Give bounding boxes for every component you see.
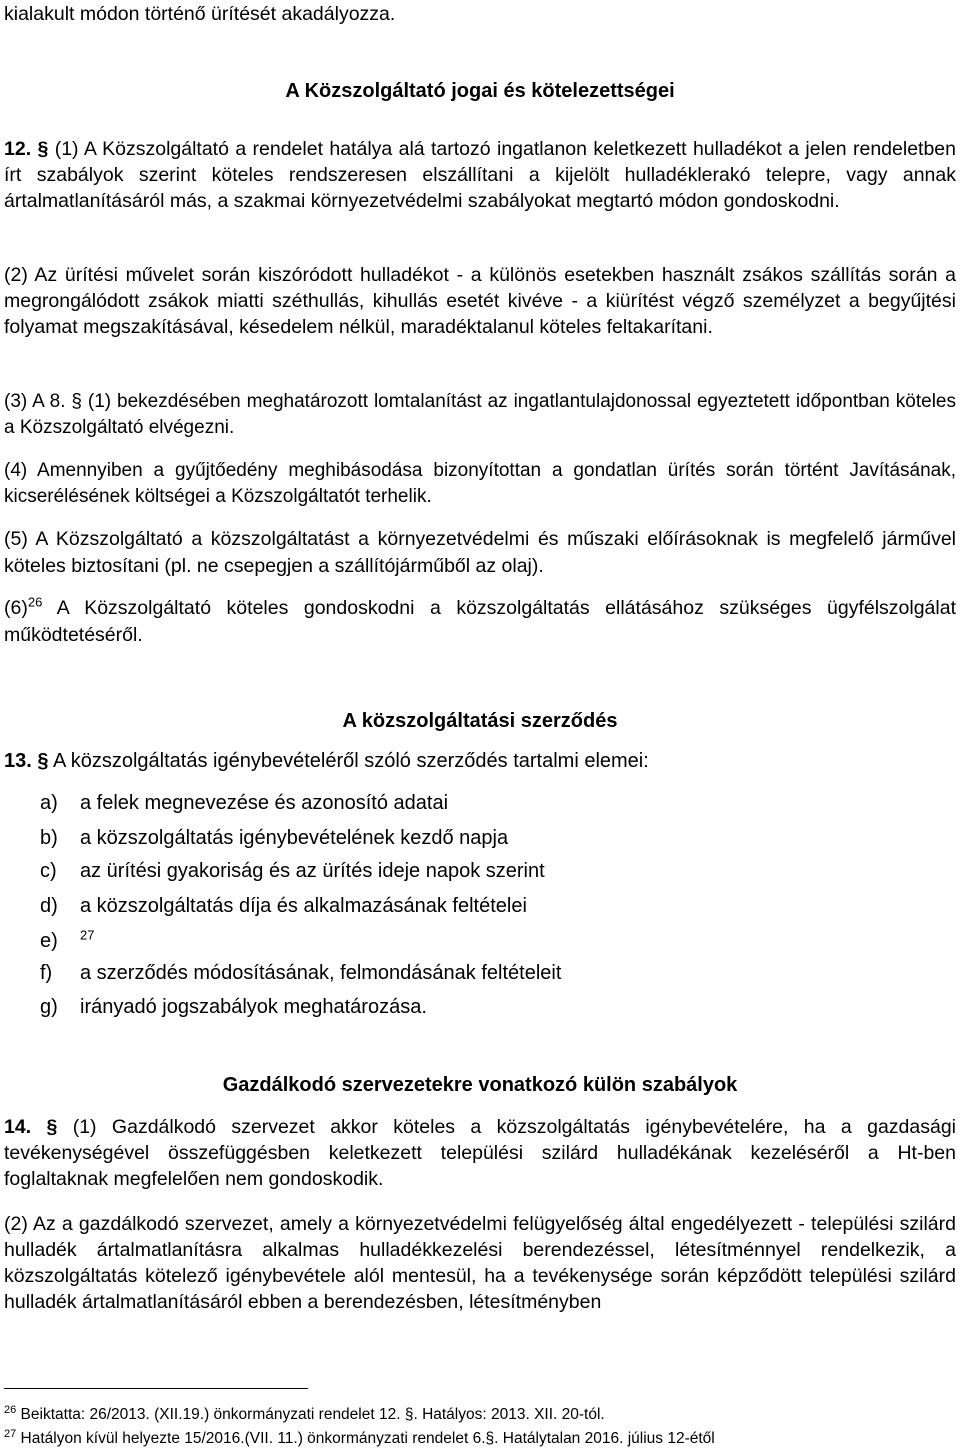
- section-13-number: 13. §: [4, 750, 49, 772]
- list-item-text: a felek megnevezése és azonosító adatai: [80, 792, 449, 814]
- section-13-text: A közszolgáltatás igénybevételéről szóló szerződés tartalmi elemei:: [48, 750, 649, 772]
- section-14-text: (1) Gazdálkodó szervezet akkor köteles a közszolgáltatás igénybevételére, ha a gazdasági tevékenységével összefüggésben keletkezett települési szilárd hulladékának kezeléséről a Ht-ben foglaltaknak megfelelően nem gondoskodik.: [4, 1116, 956, 1190]
- section-14-paragraph-1: [4, 1114, 956, 1192]
- paragraph-6-text: A Közszolgáltató köteles gondoskodni a közszolgáltatás ellátásához szükséges ügyfélszolgálat működtetéséről.: [4, 597, 956, 646]
- paragraph-6-prefix: (6): [4, 597, 28, 619]
- list-marker: f): [40, 962, 53, 984]
- section-12-paragraph-1: [4, 136, 956, 214]
- section-13-intro: [4, 748, 956, 774]
- list-item: [40, 858, 545, 884]
- list-marker: a): [40, 792, 58, 814]
- list-item-text: a közszolgáltatás igénybevételének kezdő napja: [80, 827, 509, 849]
- section-12-paragraph-5: (5) A Közszolgáltató a közszolgáltatást a környezetvédelmi és műszaki előírásoknak is megfelelő járművel köteles biztosítani (pl. ne csepegjen a szállítójárműből az olaj).: [4, 528, 956, 577]
- section-12-text: (1) A Közszolgáltató a rendelet hatálya alá tartozó ingatlanon keletkezett hulladékot a jelen rendeletben írt szabályok szerint köteles rendszeresen elszállítani a kijelölt hulladéklerakó telepre, vagy annak ártalmatlanításáról más, a szakmai környezetvédelmi szabályokat megtartó módon gondoskodni.: [4, 138, 956, 212]
- heading-kozszolgaltato-jogai: A Közszolgáltató jogai és kötelezettségei: [285, 80, 675, 102]
- section-12-number: 12. §: [4, 138, 49, 160]
- list-marker: g): [40, 996, 58, 1018]
- section-12-paragraph-6: [4, 595, 956, 649]
- footnote-text: Beiktatta: 26/2013. (XII.19.) önkormányzati rendelet 12. §. Hatályos: 2013. XII. 20-tól.: [16, 1406, 605, 1423]
- footnote-26: [4, 1405, 605, 1424]
- footnote-number: 27: [4, 1427, 17, 1440]
- footnote-ref-26: 26: [27, 594, 43, 610]
- footnote-separator: [4, 1388, 308, 1389]
- list-item: [40, 825, 508, 851]
- paragraph-continuation: kialakult módon történő ürítését akadályozza.: [4, 3, 396, 25]
- section-14-number: 14. §: [4, 1116, 58, 1138]
- section-12-paragraph-2: (2) Az ürítési művelet során kiszóródott hulladékot - a különös esetekben használt zsákos szállítás során a megrongálódott zsákok miatti széthullás, kihullás esetét kivéve - a kiürítést végző személyzet a begyűjtési folyamat megszakításával, késedelem nélkül, maradéktalanul köteles feltakarítani.: [4, 264, 956, 338]
- list-item-text: irányadó jogszabályok meghatározása.: [80, 996, 427, 1018]
- list-marker: b): [40, 827, 58, 849]
- list-marker: d): [40, 895, 58, 917]
- list-item: [40, 893, 527, 919]
- heading-kozszolgaltatasi-szerzodes: A közszolgáltatási szerződés: [342, 710, 618, 732]
- footnote-number: 26: [4, 1403, 17, 1416]
- section-12-paragraph-3: (3) A 8. § (1) bekezdésében meghatározott lomtalanítást az ingatlantulajdonossal egyeztetett időpontban köteles a Közszolgáltató elvégezni.: [4, 391, 956, 438]
- footnote-text: Hatályon kívül helyezte 15/2016.(VII. 11.) önkormányzati rendelet 6.§. Hatálytalan 2016. július 12-étől: [16, 1430, 715, 1447]
- list-item: [40, 994, 427, 1020]
- footnote-27: [4, 1429, 715, 1448]
- list-item-text: a közszolgáltatás díja és alkalmazásának feltételei: [80, 895, 527, 917]
- footnote-ref-27: 27: [80, 927, 95, 943]
- list-item: [40, 960, 561, 986]
- list-item: [40, 790, 448, 816]
- section-14-paragraph-2: (2) Az a gazdálkodó szervezet, amely a környezetvédelmi felügyelőség által engedélyezett - települési szilárd hulladék ártalmatlanításra alkalmas hulladékkezelési berendezéssel, létesítménnyel rendelkezik, a közszolgáltatás kötelező igénybevétele alól mentesül, ha a tevékenysége során képződött települési szilárd hulladék ártalmatlanításáról ebben a berendezésben, létesítményben: [4, 1213, 956, 1313]
- heading-gazdalkodo-szervezetek: Gazdálkodó szervezetekre vonatkozó külön szabályok: [222, 1074, 738, 1096]
- list-marker: e): [40, 930, 58, 952]
- list-item-text: az ürítési gyakoriság és az ürítés ideje napok szerint: [80, 860, 545, 882]
- list-marker: c): [40, 860, 57, 882]
- section-12-paragraph-4: (4) Amennyiben a gyűjtőedény meghibásodása bizonyítottan a gondatlan ürítés során történt Javításának, kicserélésének költségei a Közszolgáltatót terhelik.: [4, 460, 956, 507]
- list-item-text: a szerződés módosításának, felmondásának feltételeit: [80, 962, 562, 984]
- list-item: [40, 928, 94, 954]
